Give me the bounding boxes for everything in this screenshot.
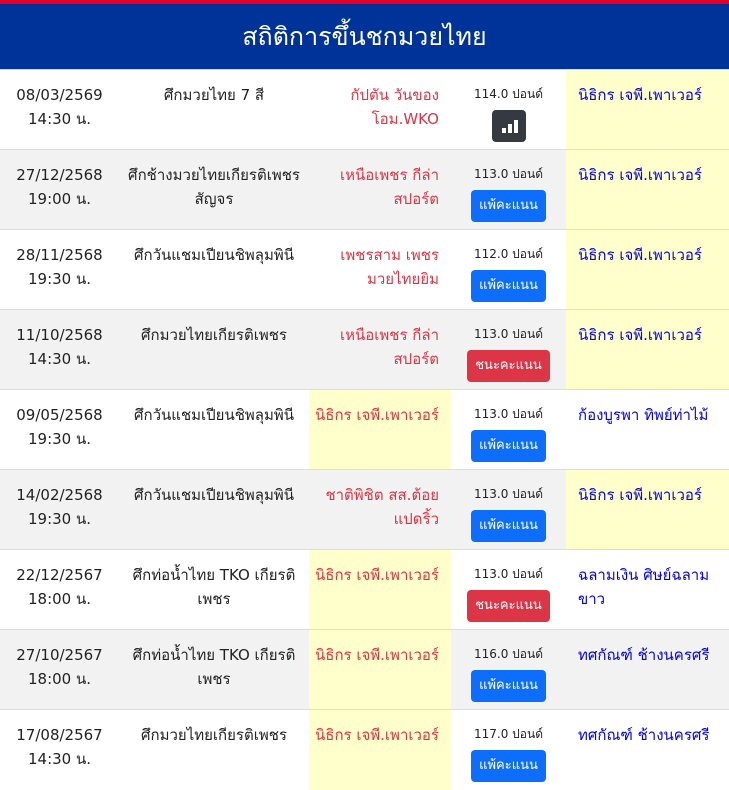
event-name: ศึกมวยไทย 7 สี xyxy=(119,70,309,150)
red-corner-fighter: เหนือเพชร กีล่าสปอร์ต xyxy=(309,150,451,230)
blue-corner-fighter[interactable]: นิธิกร เจพี.เพาเวอร์ xyxy=(566,310,729,390)
result-badge[interactable]: แพ้คะแนน xyxy=(471,750,546,782)
fight-row xyxy=(0,550,729,630)
fight-datetime xyxy=(0,310,119,390)
fight-time: 19:00 น. xyxy=(27,190,92,208)
fight-time: 19:30 น. xyxy=(27,430,92,448)
result-badge[interactable]: ชนะคะแนน xyxy=(467,350,550,382)
fight-time: 14:30 น. xyxy=(27,350,92,368)
event-name: ศึกมวยไทยเกียรติเพชร xyxy=(119,310,309,390)
fight-weight: 113.0 ปอนด์ xyxy=(474,567,543,581)
fight-date: 08/03/2569 xyxy=(16,86,103,104)
fight-date: 27/12/2568 xyxy=(16,166,103,184)
weight-result-cell xyxy=(451,470,566,550)
event-name: ศึกวันแชมเปียนชิพลุมพินี xyxy=(119,390,309,470)
red-corner-fighter: เหนือเพชร กีล่าสปอร์ต xyxy=(309,310,451,390)
fight-datetime xyxy=(0,630,119,710)
weight-result-cell xyxy=(451,70,566,150)
red-corner-fighter: กัปตัน วันของ โอม.WKO xyxy=(309,70,451,150)
event-name: ศึกมวยไทยเกียรติเพชร xyxy=(119,710,309,790)
red-corner-fighter: นิธิกร เจพี.เพาเวอร์ xyxy=(309,710,451,790)
fight-time: 18:00 น. xyxy=(27,590,92,608)
fight-history-table xyxy=(0,69,729,790)
fight-date: 11/10/2568 xyxy=(16,326,103,344)
fight-datetime xyxy=(0,150,119,230)
weight-result-cell xyxy=(451,390,566,470)
blue-corner-fighter[interactable]: ฉลามเงิน ศิษย์ฉลามขาว xyxy=(566,550,729,630)
fight-date: 17/08/2567 xyxy=(16,726,103,744)
weight-result-cell xyxy=(451,550,566,630)
fight-date: 22/12/2567 xyxy=(16,566,103,584)
weight-result-cell xyxy=(451,310,566,390)
fight-datetime xyxy=(0,710,119,790)
red-corner-fighter: นิธิกร เจพี.เพาเวอร์ xyxy=(309,390,451,470)
bar-chart-icon[interactable] xyxy=(492,110,526,142)
fight-datetime xyxy=(0,70,119,150)
bar-chart-icon-bar xyxy=(508,124,512,133)
weight-result-cell xyxy=(451,150,566,230)
blue-corner-fighter[interactable]: นิธิกร เจพี.เพาเวอร์ xyxy=(566,150,729,230)
fight-time: 14:30 น. xyxy=(27,110,92,128)
red-corner-fighter: ชาติพิชิต สส.ต้อยแปดริ้ว xyxy=(309,470,451,550)
fight-weight: 113.0 ปอนด์ xyxy=(474,487,543,501)
result-badge[interactable]: แพ้คะแนน xyxy=(471,190,546,222)
result-badge[interactable]: แพ้คะแนน xyxy=(471,270,546,302)
result-badge[interactable]: ชนะคะแนน xyxy=(467,590,550,622)
fight-date: 14/02/2568 xyxy=(16,486,103,504)
blue-corner-fighter[interactable]: ทศกัณฑ์ ช้างนครศรี xyxy=(566,710,729,790)
fight-row xyxy=(0,710,729,790)
fight-datetime xyxy=(0,230,119,310)
fight-datetime xyxy=(0,470,119,550)
result-badge[interactable]: แพ้คะแนน xyxy=(471,430,546,462)
fight-weight: 116.0 ปอนด์ xyxy=(474,647,543,661)
fight-weight: 113.0 ปอนด์ xyxy=(474,167,543,181)
result-badge[interactable]: แพ้คะแนน xyxy=(471,670,546,702)
blue-corner-fighter[interactable]: นิธิกร เจพี.เพาเวอร์ xyxy=(566,470,729,550)
red-corner-fighter: เพชรสาม เพชรมวยไทยยิม xyxy=(309,230,451,310)
weight-result-cell xyxy=(451,710,566,790)
fight-history-body xyxy=(0,70,729,790)
fight-row xyxy=(0,470,729,550)
blue-corner-fighter[interactable]: ก้องบูรพา ทิพย์ท่าไม้ xyxy=(566,390,729,470)
page-header xyxy=(0,4,729,69)
event-name: ศึกวันแชมเปียนชิพลุมพินี xyxy=(119,230,309,310)
fight-time: 18:00 น. xyxy=(27,670,92,688)
fight-time: 19:30 น. xyxy=(27,510,92,528)
page-title: สถิติการขึ้นชกมวยไทย xyxy=(242,21,487,51)
blue-corner-fighter[interactable]: นิธิกร เจพี.เพาเวอร์ xyxy=(566,70,729,150)
fight-weight: 113.0 ปอนด์ xyxy=(474,327,543,341)
fight-time: 19:30 น. xyxy=(27,270,92,288)
fight-date: 27/10/2567 xyxy=(16,646,103,664)
fight-row xyxy=(0,310,729,390)
fight-row xyxy=(0,630,729,710)
fight-time: 14:30 น. xyxy=(27,750,92,768)
event-name: ศึกท่อน้ำไทย TKO เกียรติเพชร xyxy=(119,630,309,710)
red-corner-fighter: นิธิกร เจพี.เพาเวอร์ xyxy=(309,550,451,630)
fight-weight: 113.0 ปอนด์ xyxy=(474,407,543,421)
fight-row xyxy=(0,390,729,470)
event-name: ศึกวันแชมเปียนชิพลุมพินี xyxy=(119,470,309,550)
fight-datetime xyxy=(0,390,119,470)
weight-result-cell xyxy=(451,630,566,710)
event-name: ศึกช้างมวยไทยเกียรติเพชรสัญจร xyxy=(119,150,309,230)
fight-date: 09/05/2568 xyxy=(16,406,103,424)
weight-result-cell xyxy=(451,230,566,310)
blue-corner-fighter[interactable]: ทศกัณฑ์ ช้างนครศรี xyxy=(566,630,729,710)
event-name: ศึกท่อน้ำไทย TKO เกียรติเพชร xyxy=(119,550,309,630)
bar-chart-icon-bar xyxy=(514,120,518,133)
fight-row xyxy=(0,230,729,310)
fight-datetime xyxy=(0,550,119,630)
bar-chart-icon-bar xyxy=(502,128,506,133)
fight-weight: 117.0 ปอนด์ xyxy=(474,727,543,741)
fight-row xyxy=(0,150,729,230)
fight-weight: 112.0 ปอนด์ xyxy=(474,247,543,261)
fight-weight: 114.0 ปอนด์ xyxy=(474,87,543,101)
fight-date: 28/11/2568 xyxy=(16,246,103,264)
blue-corner-fighter[interactable]: นิธิกร เจพี.เพาเวอร์ xyxy=(566,230,729,310)
result-badge[interactable]: แพ้คะแนน xyxy=(471,510,546,542)
fight-row xyxy=(0,70,729,150)
red-corner-fighter: นิธิกร เจพี.เพาเวอร์ xyxy=(309,630,451,710)
